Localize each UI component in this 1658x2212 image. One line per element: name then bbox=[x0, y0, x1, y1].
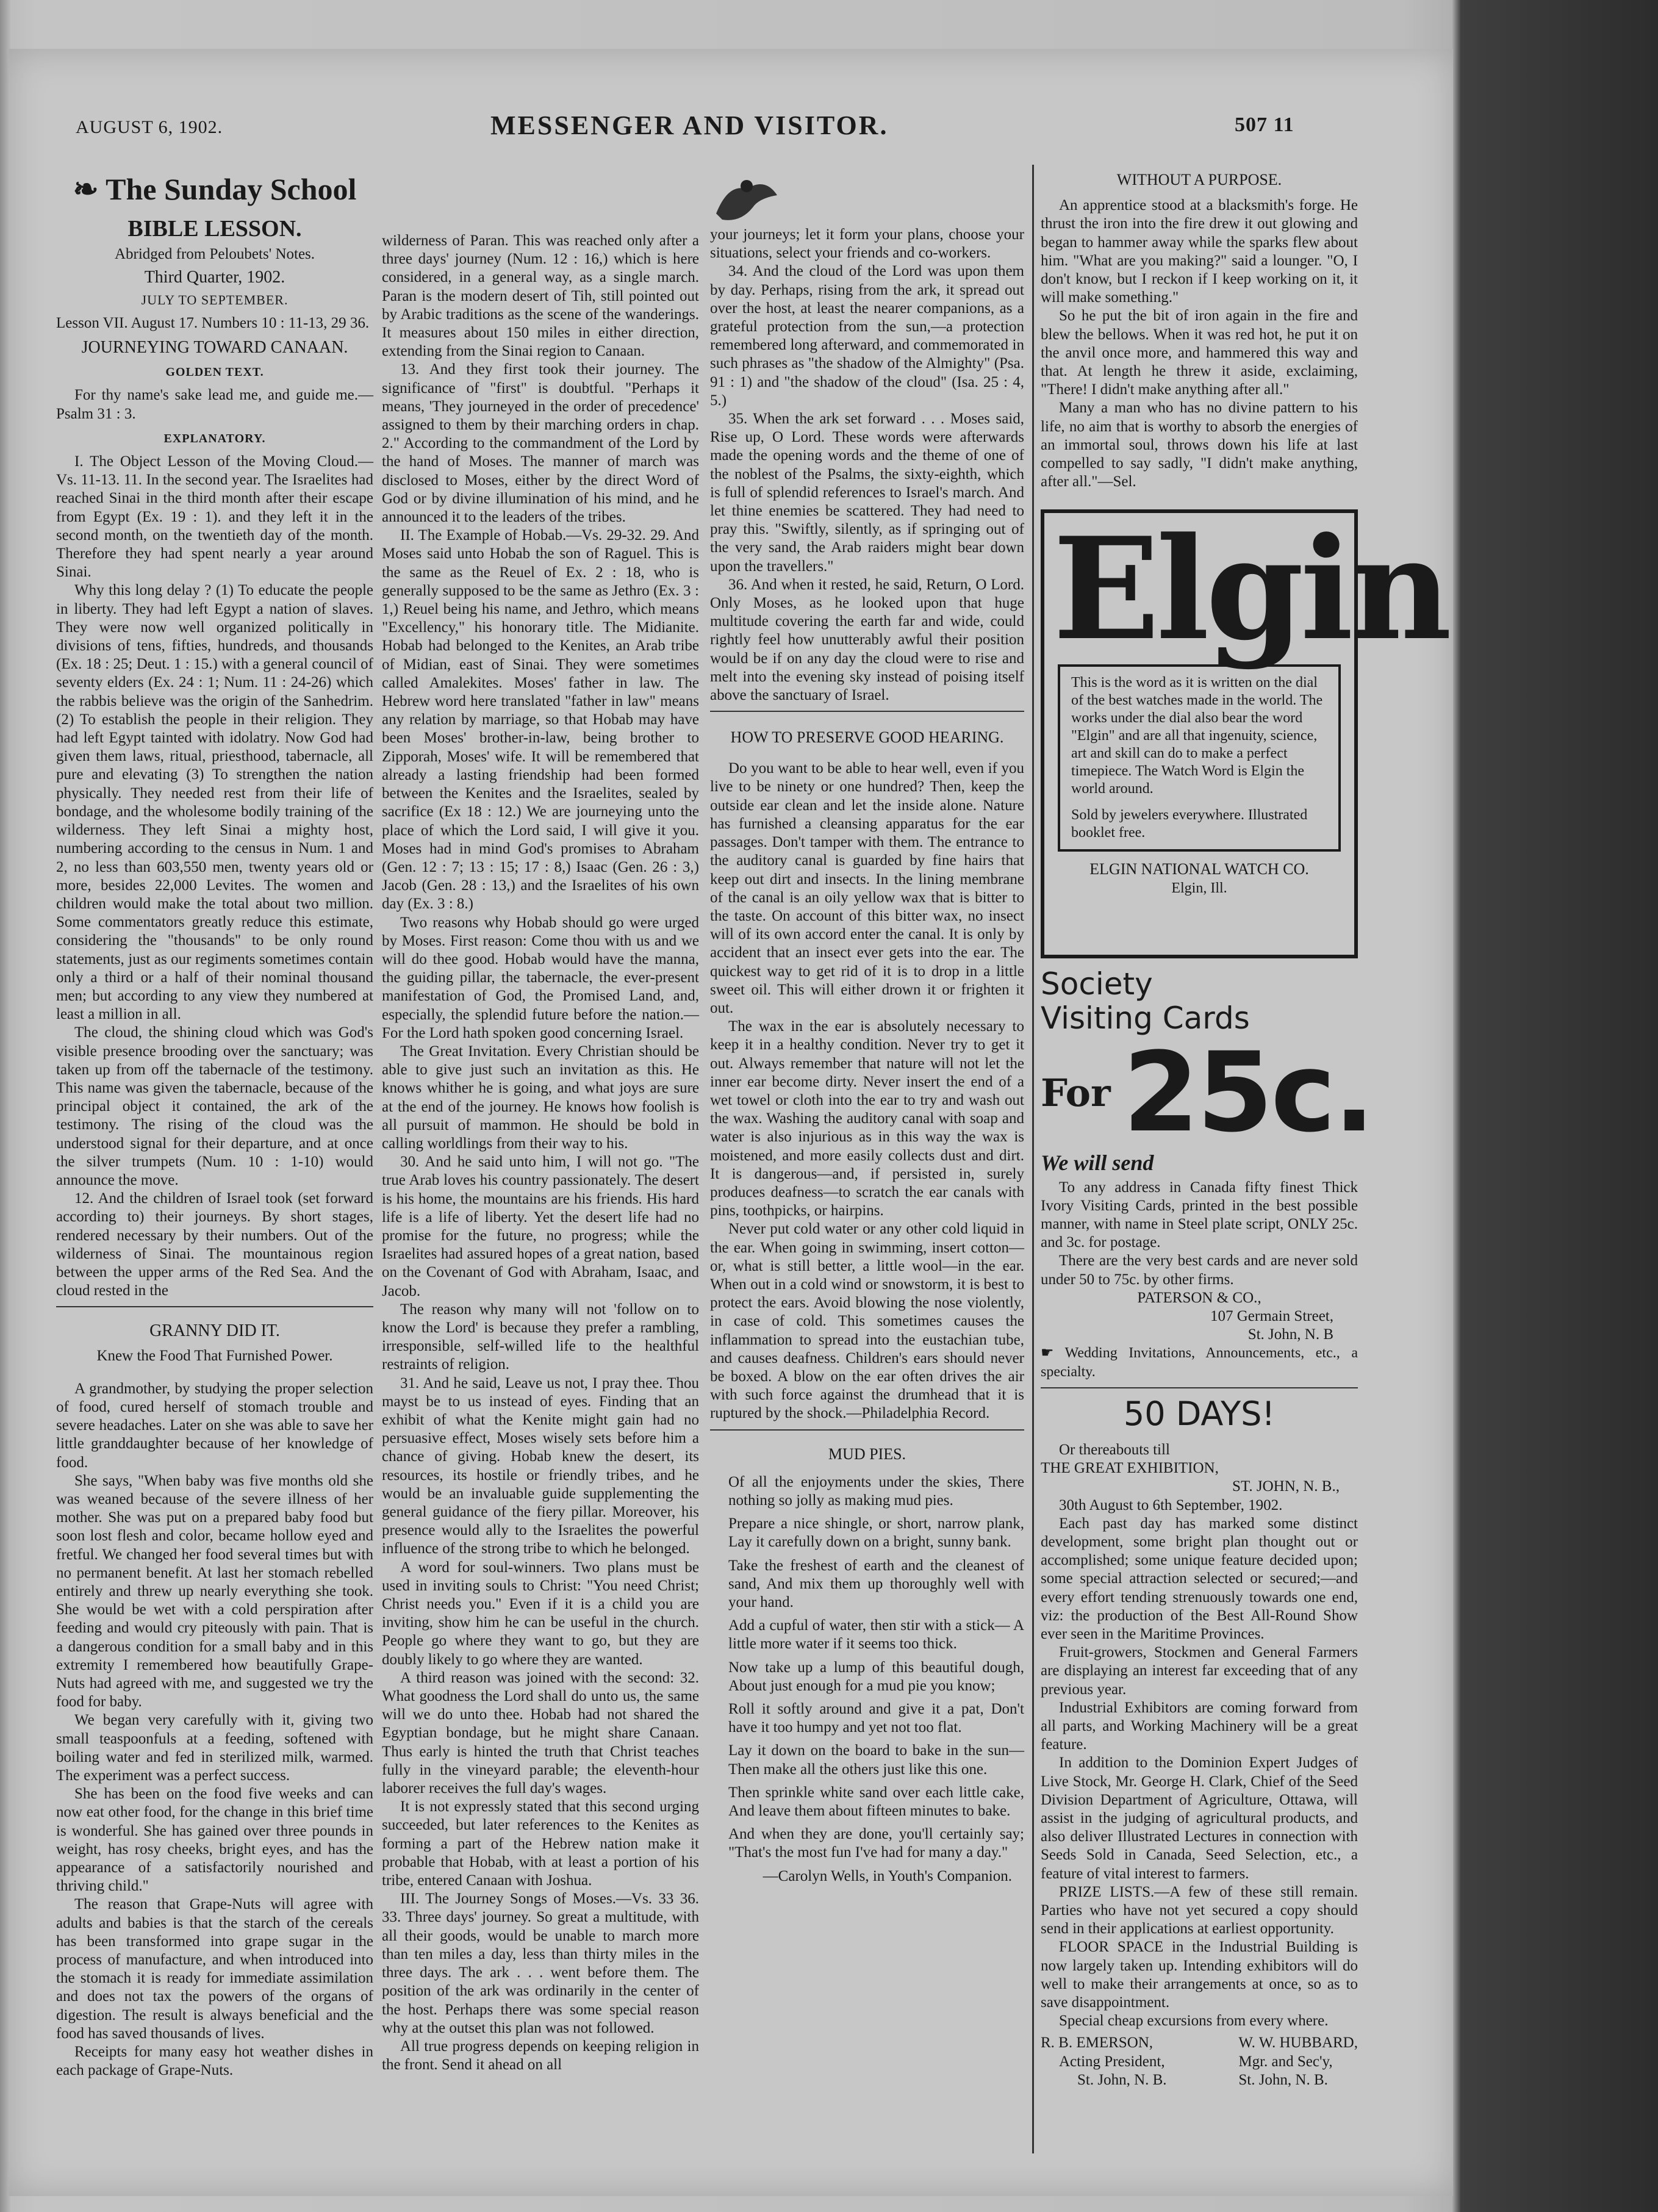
cards-body-2: There are the very best cards and are never sold under 50 to 75c. by other firms. bbox=[1041, 1252, 1358, 1288]
paragraph: A third reason was joined with the second: 32. What goodness the Lord shall do unto us, the same will we do unto thee. Hobab had not shared the Egyptian bondage, but he might share Canaan. Thus early is hinted the truth that Christ teaches fully in the vineyard parable; the eleventh-hour laborer receives the full day's wages. bbox=[382, 1669, 699, 1797]
paragraph: 31. And he said, Leave us not, I pray thee. Thou mayst be to us instead of eyes. Finding that an exhibit of what the Kenite might gain had no persuasive effect, Moses wisely sets before him a chance of giving. Hobab knew the desert, its resources, its hostile or friendly tribes, and he would be an invaluable guide supplementing the general guidance of the fiery pillar. Moreover, his presence would ally to the Israelites the powerful influence of the strong tribe to which he belonged. bbox=[382, 1374, 699, 1557]
paragraph: A word for soul-winners. Two plans must be used in inviting souls to Christ: "You need Christ; Christ needs you." Even if it is a child you are inviting, show him he can be useful in the church. People go where they want to go, but they are doubly likely to go where they are wanted. bbox=[382, 1559, 699, 1668]
banner-illustration bbox=[710, 171, 1024, 226]
poem-stanza: Add a cupful of water, then stir with a stick— A little more water if it seems too thick. bbox=[728, 1617, 1024, 1653]
paragraph: The reason that Grape-Nuts will agree with adults and babies is that the starch of the cereals has been transformed into grape sugar in the process of manufacture, and when introduced into the stomach it is ready for immediate assimilation and does not tax the powers of the organs of digestion. The result is always beneficial and the food has saved thousands of lives. bbox=[56, 1896, 373, 2042]
cards-company: PATERSON & CO., bbox=[1137, 1289, 1261, 1306]
poem bbox=[710, 1473, 1024, 1862]
page-number: 507 11 bbox=[1235, 113, 1294, 136]
sig1-name: R. B. EMERSON, bbox=[1041, 2034, 1154, 2052]
period: JULY TO SEPTEMBER. bbox=[141, 292, 289, 307]
paragraph: All true progress depends on keeping religion in the front. Send it ahead on all bbox=[382, 2038, 699, 2074]
poem-stanza: And when they are done, you'll certainly say; "That's the most fun I've had for many a day." bbox=[728, 1826, 1024, 1861]
paragraph: She has been on the food five weeks and can now eat other food, for the change in this brief time is wonderful. She has gained over three pounds in weight, has rosy cheeks, bright eyes, and has the appearance of a satisfactorily nourished and thriving child." bbox=[56, 1786, 373, 1895]
paragraph: II. The Example of Hobab.—Vs. 29-32. 29. And Moses said unto Hobab the son of Raguel. This is the same as the Reuel of Ex. 2 : 18, who is generally supposed to be the same as Jethro (Ex. 3 : 1,) Reuel being his name, and Jethro, which means "Excellency," his honorary title. The Midianite. Hobab had belonged to the Kenites, an Arab tribe of Midian, east of Sinai. They were sometimes called Amalekites. Moses' father in law. The Hebrew word here translated "father in law" means any relation by marriage, so that Hobab may have been Moses' brother-in-law, being brother to Zipporah, Moses' wife. It will be remembered that already a lasting friendship had been formed between the Kenites and the Israelites, sealed by sacrifice (Ex 18 : 12.) We are journeying unto the place of which the Lord said, I will give it you. Moses had in mind God's promises to Abraham (Gen. 12 : 7; 13 : 15; 17 : 8,) Isaac (Gen. 26 : 3,) Jacob (Gen. 28 : 13,) and the Israelites of his own day (Ex. 3 : 8.) bbox=[382, 527, 699, 913]
column-1 bbox=[56, 171, 373, 2166]
paragraph: The wax in the ear is absolutely necessary to keep it in a healthy condition. Never try to get it out. Always remember that nature will not let the inner ear become dirty. Never insert the end of a wet towel or cloth into the ear to try and wash out the wax. Washing the auditory canal with soap and water is also injurious as in this way the wax is moistened, and more easily collects dust and dirt. It is dangerous—and, if persisted in, surely produces deafness—to scratch the ear canals with pins, toothpicks, or hairpins. bbox=[710, 1018, 1024, 1219]
fleuron-icon: ❧ bbox=[73, 172, 106, 206]
elgin-body: This is the word as it is written on the dial of the best watches made in the world. The works under the dial also bear the word "Elgin" and are all that ingenuity, science, art and skill can do to make a perfect timepiece. The Watch Word is Elgin the world around. bbox=[1071, 675, 1323, 797]
mud-pies-title: MUD PIES. bbox=[828, 1445, 906, 1463]
paragraph: Many a man who has no divine pattern to his life, no aim that is worthy to absorb the energies of an immortal soul, throws down his life at last compelled to say sadly, "I didn't make anything, after all."—Sel. bbox=[1041, 400, 1358, 490]
paragraph: She says, "When baby was five months old she was weaned because of the severe illness of her mother. She was put on a prepared baby food but soon lost flesh and color, became hollow eyed and fretful. We changed her food several times but with no permanent benefit. At last her stomach rebelled entirely and threw up nearly everything she took. She would be wet with a cold perspiration after feeding and would cry piteously with pain. That is a dangerous condition for a small baby and in this extremity I remembered how beautifully Grape-Nuts had agreed with me, and suggested we try the food for baby. bbox=[56, 1472, 373, 1711]
elgin-body-box bbox=[1058, 664, 1341, 852]
exhibition-intro: Or thereabouts till bbox=[1059, 1441, 1170, 1458]
banner-title: The Sunday School bbox=[106, 172, 357, 206]
paragraph: 36. And when it rested, he said, Return, O Lord. Only Moses, as he looked upon that huge multitude covering the earth far and wide, could rightly feel how unutterably awful their position would be if on any day the cloud were to rise and melt into the evening sky instead of poising itself above the sanctuary of Israel. bbox=[710, 576, 1024, 704]
masthead: MESSENGER AND VISITOR. bbox=[490, 110, 889, 140]
explanatory-label: EXPLANATORY. bbox=[163, 431, 266, 445]
poem-stanza: Take the freshest of earth and the cleanest of sand, And mix them up thoroughly well with your hand. bbox=[728, 1557, 1024, 1611]
column-2 bbox=[382, 232, 699, 2166]
poem-stanza: Now take up a lump of this beautiful dough, About just enough for a mud pie you know; bbox=[728, 1659, 1024, 1694]
divider bbox=[710, 711, 1024, 712]
cards-price: 25c. bbox=[1122, 1029, 1373, 1157]
signature-right bbox=[1238, 2034, 1358, 2089]
purpose-title: WITHOUT A PURPOSE. bbox=[1116, 171, 1282, 189]
column-4 bbox=[1041, 171, 1449, 2166]
hearing-title: HOW TO PRESERVE GOOD HEARING. bbox=[730, 728, 1004, 747]
divider bbox=[1041, 1387, 1358, 1388]
elgin-location: Elgin, Ill. bbox=[1171, 880, 1227, 896]
cards-for: For bbox=[1041, 1071, 1111, 1116]
paragraph: FLOOR SPACE in the Industrial Building is now largely taken up. Intending exhibitors will do well to make their arrangements at once, so as to save disappointment. bbox=[1041, 1939, 1358, 2011]
exhibition-ad bbox=[1041, 1395, 1358, 2089]
paragraph: wilderness of Paran. This was reached only after a three days' journey (Num. 12 : 16,) which is here considered, in a general way, as a single march. Paran is the modern desert of Tih, still pointed out by Arabic traditions as the scene of the wanderings. It measures about 150 miles in either direction, extending from the Sinai region to Canaan. bbox=[382, 232, 699, 360]
section-banner bbox=[56, 171, 373, 207]
poem-stanza: Of all the enjoyments under the skies, There nothing so jolly as making mud pies. bbox=[728, 1473, 1024, 1509]
elgin-company: ELGIN NATIONAL WATCH CO. bbox=[1089, 860, 1309, 878]
cards-body: To any address in Canada fifty finest Thick Ivory Visiting Cards, printed in the best possible manner, with name in Steel plate script, ONLY 25c. and 3c. for postage. bbox=[1041, 1179, 1358, 1251]
exhibition-place: ST. JOHN, N. B., bbox=[1232, 1478, 1340, 1495]
cards-city: St. John, N. B bbox=[1247, 1326, 1333, 1343]
divider bbox=[710, 1429, 1024, 1431]
poem-stanza: Then sprinkle white sand over each little cake, And leave them about fifteen minutes to bake. bbox=[728, 1784, 1024, 1820]
cards-price-row bbox=[1041, 1029, 1373, 1157]
elgin-logo: Elgin bbox=[1053, 507, 1449, 672]
paragraph: We began very carefully with it, giving two small teaspoonfuls at a feeding, softened with boiling water and fed in sterilized milk, warmed. The experiment was a perfect success. bbox=[56, 1712, 373, 1784]
golden-text: For thy name's sake lead me, and guide me.—Psalm 31 : 3. bbox=[56, 387, 373, 422]
cards-street: 107 Germain Street, bbox=[1210, 1308, 1333, 1325]
newspaper-page bbox=[9, 49, 1453, 2196]
lesson-heading: JOURNEYING TOWARD CANAAN. bbox=[81, 338, 348, 357]
cards-footer bbox=[1041, 1344, 1358, 1381]
pointing-hand-icon: ☛ bbox=[1041, 1345, 1065, 1362]
exhibition-signatures bbox=[1041, 2034, 1358, 2089]
paragraph: 13. And they first took their journey. The significance of "first" is doubtful. "Perhaps it means, 'They journeyed in the order of precedence' assigned to them by their marching orders in chap. 2." According to the commandment of the Lord by the hand of Moses. The manner of march was disclosed to Moses, either by the direct Word of God or by divine illumination of his mind, and he announced it to the leaders of the tribes. bbox=[382, 361, 699, 526]
paragraph: The cloud, the shining cloud which was God's visible presence brooding over the sanctuary; was taken up from off the tabernacle of the testimony. This name was given the tabernacle, because of the principal object it contained, the ark of the testimony. The rising of the cloud was the understood signal for their departure, and at once the silver trumpets (Num. 10 : 1-10) would announce the move. bbox=[56, 1024, 373, 1188]
exhibition-headline: 50 DAYS! bbox=[1123, 1394, 1276, 1433]
poem-stanza: Prepare a nice shingle, or short, narrow plank, Lay it carefully down on a bright, sunny bank. bbox=[728, 1515, 1024, 1551]
quarter: Third Quarter, 1902. bbox=[144, 268, 285, 287]
sig2-name: W. W. HUBBARD, bbox=[1238, 2034, 1358, 2052]
lesson-title: BIBLE LESSON. bbox=[127, 216, 302, 242]
paragraph: Never put cold water or any other cold liquid in the ear. When going in swimming, insert cotton—or, what is still better, a little wool—in the ear. When out in a cold wind or snowstorm, it is best to protect the ears. Avoid blowing the nose violently, in case of cold. This sometimes causes the inflammation to spread into the eustachian tube, and causes deafness. Children's ears should never be boxed. A blow on the ear often drives the air with such force against the drumhead that it is ruptured by the shock.—Philadelphia Record. bbox=[710, 1221, 1024, 1422]
paragraph: III. The Journey Songs of Moses.—Vs. 33 36. 33. Three days' journey. So great a multitude, with all their goods, would be unable to march more than ten miles a day, less than thirty miles in the three days. The ark . . . went before them. The position of the ark was ordinarily in the center of the host. Perhaps there was some special reason why at the outset this plan was not followed. bbox=[382, 1891, 699, 2036]
visiting-cards-ad bbox=[1041, 966, 1373, 1381]
sig1-title: Acting President, bbox=[1059, 2053, 1165, 2070]
cards-we-will-send: We will send bbox=[1041, 1151, 1154, 1176]
cards-headline-1: Society bbox=[1041, 966, 1153, 1002]
exhibition-event: THE GREAT EXHIBITION, bbox=[1041, 1460, 1219, 1477]
paragraph: Two reasons why Hobab should go were urged by Moses. First reason: Come thou with us and we will do thee good. Hobab would have the manna, the guiding pillar, the tabernacle, the ever-present manifestation of God, the Promised Land, and, especially, the splendid future before the nation.—For the Lord hath spoken good concerning Israel. bbox=[382, 914, 699, 1041]
paragraph: your journeys; let it form your plans, choose your situations, select your friends and co-workers. bbox=[710, 226, 1024, 262]
paragraph: An apprentice stood at a blacksmith's forge. He thrust the iron into the fire drew it out glowing and began to hammer away while the sparks flew about him. "What are you making?" said a lounger. "O, I don't know, but I reckon if I keep working on it, it will make something." bbox=[1041, 197, 1358, 306]
paragraph: Fruit-growers, Stockmen and General Farmers are displaying an interest far exceeding that of any previous year. bbox=[1041, 1644, 1358, 1698]
paragraph: 35. When the ark set forward . . . Moses said, Rise up, O Lord. These words were afterwards made the opening words and the theme of one of the noblest of the Psalms, the sixty-eighth, which is full of splendid references to Israel's march. And let thine enemies be scattered. They had need to pray this. "Swiftly, silently, as if springing out of the very sand, the Arab raiders might bear down upon the travellers." bbox=[710, 411, 1024, 575]
paragraph: 12. And the children of Israel took (set forward according to) their journeys. By short stages, rendered necessary by their numbers. Out of the wilderness of Sinai. The mountainous region between the upper arms of the Red Sea. And the cloud rested in the bbox=[56, 1190, 373, 1299]
granny-subtitle: Knew the Food That Furnished Power. bbox=[96, 1347, 333, 1364]
paragraph: The Great Invitation. Every Christian should be able to give just such an invitation as this. He knows whither he is going, and what joys are sure at the end of the journey. He knows how foolish is all pursuit of mammon. He should be bold in calling worldlings from their way to his. bbox=[382, 1043, 699, 1152]
sig1-city: St. John, N. B. bbox=[1077, 2071, 1167, 2088]
paragraph: Receipts for many easy hot weather dishes in each package of Grape-Nuts. bbox=[56, 2044, 373, 2079]
paragraph: Why this long delay ? (1) To educate the people in liberty. They had left Egypt a nation of slaves. They were now well organized politically in divisions of tens, fifties, hundreds, and thousands (Ex. 18 : 25; Deut. 1 : 15.) with a general council of seventy elders (Ex. 24 : 1; Num. 11 : 24-26) which the rabbis believe was the origin of the Sanhedrim. (2) To establish the people in their religion. They had left Egypt tainted with idolatry. Now God had given them laws, ritual, priesthood, tabernacle, all pure and elevating (3) To strengthen the nation physically. They needed rest from their life of bondage, and the wholesome bodily training of the wilderness. They left Sinai a mighty host, numbering according to the census in Num. 1 and 2, no less than 603,550 men, twenty years old or more, besides 22,000 Levites. The women and children would make the total about two million. Some commentators greatly reduce this estimate, considering the "thousands" to be only round statements, just as our regiments sometimes contain only a third or a half of their nominal thousand men; but according to any view they numbered at least a million in all. bbox=[56, 582, 373, 1023]
paragraph: I. The Object Lesson of the Moving Cloud.—Vs. 11-13. 11. In the second year. The Israelites had reached Sinai in the third month after their escape from Egypt (Ex. 19 : 1). and they left it in the second month, on the twentieth day of the month. Therefore they had spent nearly a year around Sinai. bbox=[56, 453, 373, 581]
poem-attribution: —Carolyn Wells, in Youth's Companion. bbox=[763, 1867, 1012, 1884]
paragraph: 34. And the cloud of the Lord was upon them by day. Perhaps, rising from the ark, it spread out over the host, at least the nearer companions, as a grateful protection from the sun,—a protection remembered long afterward, and commemorated in such phrases as "the shadow of the Almighty" (Psa. 91 : 1) and "the shadow of the cloud" (Isa. 25 : 4, 5.) bbox=[710, 263, 1024, 409]
granny-title: GRANNY DID IT. bbox=[149, 1321, 280, 1341]
cards-footer-text: Wedding Invitations, Announcements, etc., a specialty. bbox=[1041, 1345, 1358, 1380]
signature-left bbox=[1041, 2034, 1167, 2089]
lesson-line: Lesson VII. August 17. Numbers 10 : 11-13, 29 36. bbox=[56, 314, 370, 331]
column-rule-right bbox=[1032, 165, 1034, 2153]
paragraph: PRIZE LISTS.—A few of these still remain. Parties who have not yet secured a copy should send in their applications at earliest opportunity. bbox=[1041, 1883, 1358, 1937]
paragraph: It is not expressly stated that this second urging succeeded, but later references to the Kenites as forming a part of the Hebrew nation make it probable that Hobab, with at least a portion of his tribe, entered Canaan with Joshua. bbox=[382, 1798, 699, 1889]
poem-stanza: Lay it down on the board to bake in the sun— Then make all the others just like this one. bbox=[728, 1742, 1024, 1778]
column-3 bbox=[710, 171, 1024, 2166]
angel-illustration-icon bbox=[710, 171, 783, 226]
abridged-note: Abridged from Peloubets' Notes. bbox=[114, 246, 315, 263]
poem-stanza: Roll it softly around and give it a pat, Don't have it too humpy and yet not too flat. bbox=[728, 1701, 1024, 1736]
issue-date: AUGUST 6, 1902. bbox=[76, 117, 223, 137]
golden-text-label: GOLDEN TEXT. bbox=[165, 365, 264, 379]
sig2-city: St. John, N. B. bbox=[1238, 2071, 1328, 2088]
cards-headline-2: Visiting Cards bbox=[1041, 1000, 1250, 1036]
paragraph: 30. And he said unto him, I will not go. "The true Arab loves his country passionately. The desert is his home, the mountains are his friends. His hard life is a life of liberty. Yet the desert life had no promise for the future, no progress; while the Israelites had assured hopes of a great nation, based on the Covenant of God with Abraham, Isaac, and Jacob. bbox=[382, 1154, 699, 1299]
paragraph: The reason why many will not 'follow on to know the Lord' is because they prefer a rambling, irresponsible, self-willed life to the healthful restraints of religion. bbox=[382, 1301, 699, 1373]
exhibition-dates: 30th August to 6th September, 1902. bbox=[1059, 1496, 1283, 1514]
paragraph: Industrial Exhibitors are coming forward from all parts, and Working Machinery will be a great feature. bbox=[1041, 1699, 1358, 1753]
paragraph: Each past day has marked some distinct development, some bright plan thought out or accomplished; some unique feature decided upon; some special attraction selected or secured;—and every effort tending strenuously towards one end, viz: the production of the Best All-Round Show ever seen in the Maritime Provinces. bbox=[1041, 1515, 1358, 1642]
paragraph: Do you want to be able to hear well, even if you live to be ninety or one hundred? Then, keep the outside ear clean and let the inside alone. Nature has furnished a cleansing apparatus for the ear passages. Don't tamper with them. The entrance to the auditory canal is guarded by fine hairs that keep out dirt and insects. In the lining membrane of the canal is an oily yellow wax that is bitter to the taste. On account of this bitter wax, no insect will of its own accord enter the canal. It is only by accident that an insect ever gets into the ear. The quickest way to get rid of it is to drop in a little sweet oil. This will either drown it or frighten it out. bbox=[710, 760, 1024, 1016]
paragraph: In addition to the Dominion Expert Judges of Live Stock, Mr. George H. Clark, Chief of the Seed Division Department of Agriculture, Ottawa, will assist in the judging of agricultural products, and also deliver Illustrated Lectures in connection with Seeds Sold in Canada, Seed Selection, etc., a feature of vital interest to farmers. bbox=[1041, 1754, 1358, 1882]
paragraph: A grandmother, by studying the proper selection of food, cured herself of stomach trouble and severe headaches. Later on she was able to save her little granddaughter because of her knowledge of food. bbox=[56, 1380, 373, 1471]
elgin-ad bbox=[1041, 507, 1449, 958]
paragraph: So he put the bit of iron again in the fire and blew the bellows. When it was red hot, he put it on the anvil once more, and hammered this way and that. At length he threw it aside, exclaiming, "There! I didn't make anything after all." bbox=[1041, 307, 1358, 398]
paragraph: Special cheap excursions from every where. bbox=[1059, 2013, 1329, 2030]
divider bbox=[56, 1306, 373, 1307]
sig2-title: Mgr. and Sec'y, bbox=[1238, 2053, 1333, 2070]
elgin-sold: Sold by jewelers everywhere. Illustrated booklet free. bbox=[1071, 807, 1308, 841]
